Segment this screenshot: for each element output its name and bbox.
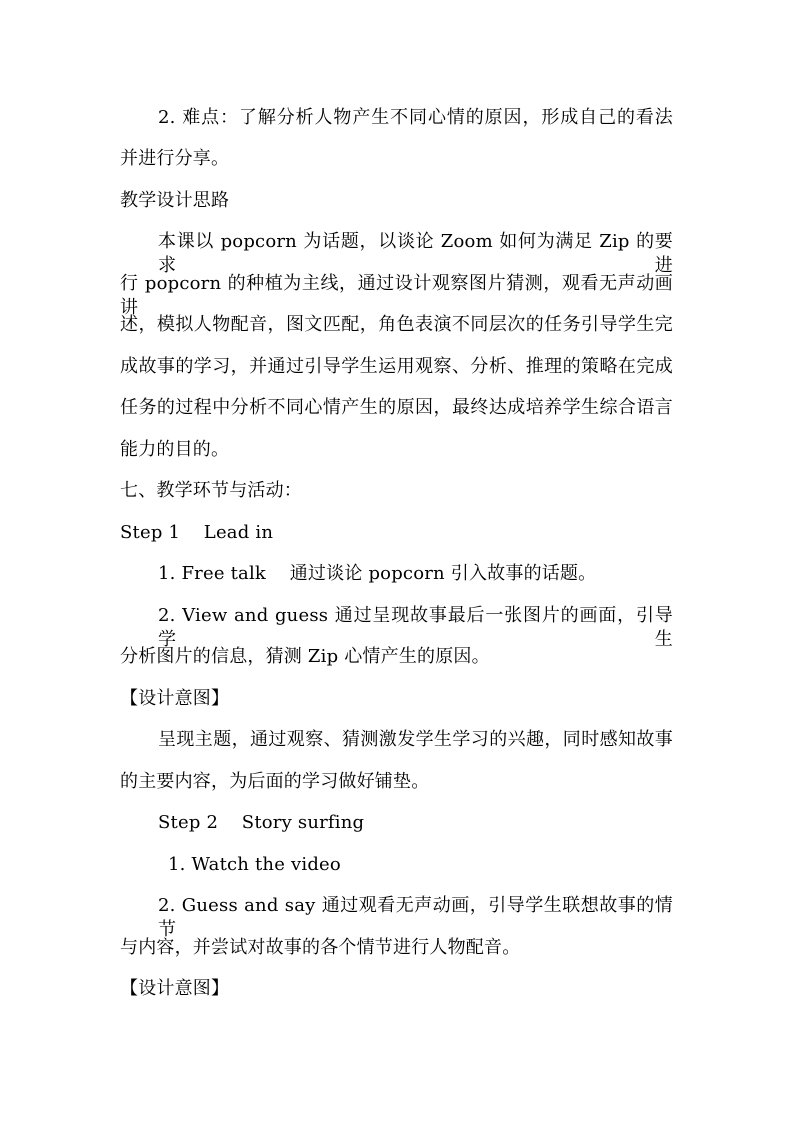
step-1-heading: Step 1 Lead in	[120, 522, 274, 543]
step-2-item-2-line-1: 2. Guess and say 通过观看无声动画，引导学生联想故事的情节	[158, 895, 673, 940]
design-idea-line-5: 任务的过程中分析不同心情产生的原因，最终达成培养学生综合语言	[120, 397, 673, 418]
design-idea-line-6: 能力的目的。	[120, 439, 230, 460]
step-2-item-2-line-2: 与内容，并尝试对故事的各个情节进行人物配音。	[120, 937, 521, 958]
step-2-heading: Step 2 Story surfing	[158, 812, 365, 833]
design-idea-line-4: 成故事的学习，并通过引导学生运用观察、分析、推理的策略在完成	[120, 356, 673, 377]
step-1-item-1: 1. Free talk 通过谈论 popcorn 引入故事的话题。	[158, 563, 597, 584]
difficulty-point-line-2: 并进行分享。	[120, 148, 230, 169]
section-heading-teaching-steps: 七、教学环节与活动：	[120, 480, 302, 501]
design-idea-line-2: 行 popcorn 的种植为主线，通过设计观察图片猜测，观看无声动画讲	[120, 273, 673, 318]
step-2-item-1: 1. Watch the video	[168, 854, 341, 875]
design-idea-line-1: 本课以 popcorn 为话题，以谈论 Zoom 如何为满足 Zip 的要求进	[158, 231, 673, 276]
section-heading-design-idea: 教学设计思路	[120, 190, 230, 211]
design-intent-label-2: 【设计意图】	[120, 978, 230, 999]
design-intent-label-1: 【设计意图】	[120, 688, 230, 709]
design-intent-1-line-2: 的主要内容，为后面的学习做好铺垫。	[120, 771, 430, 792]
step-1-item-2-line-2: 分析图片的信息，猜测 Zip 心情产生的原因。	[120, 646, 490, 667]
difficulty-point-line-1: 2. 难点：了解分析人物产生不同心情的原因，形成自己的看法	[158, 107, 673, 128]
design-idea-line-3: 述，模拟人物配音，图文匹配，角色表演不同层次的任务引导学生完	[120, 314, 673, 335]
design-intent-1-line-1: 呈现主题，通过观察、猜测激发学生学习的兴趣，同时感知故事	[158, 729, 673, 750]
step-1-item-2-line-1: 2. View and guess 通过呈现故事最后一张图片的画面，引导学生	[158, 605, 673, 650]
